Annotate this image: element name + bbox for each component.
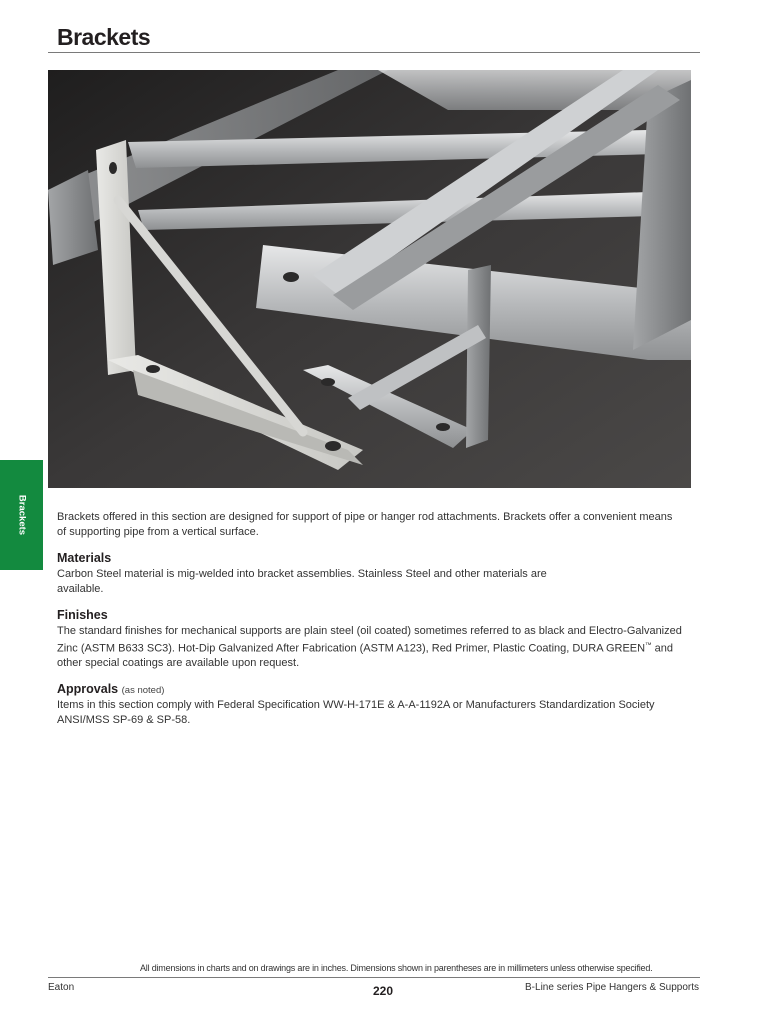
page-number: 220 [373, 984, 394, 998]
finishes-paragraph [57, 624, 687, 670]
approvals-heading-label: Approvals [57, 682, 119, 697]
footer-divider [48, 977, 700, 978]
page-title: Brackets [57, 24, 151, 50]
section-side-tab[interactable] [0, 460, 43, 570]
bracket-photo [48, 70, 691, 488]
footer-series: B-Line series Pipe Hangers & Supports [525, 982, 699, 993]
footer-company: Eaton [48, 982, 75, 993]
intro-paragraph: Brackets offered in this section are designed for support of pipe or hanger rod attachments. Brackets offer a convenient means of supporting pipe from a vertical surface. [57, 511, 673, 538]
finishes-text-end: and other special coatings are available upon request. [57, 642, 674, 669]
side-tab-label: Brackets [16, 494, 27, 536]
materials-heading: Materials [57, 551, 112, 565]
body-text [57, 510, 687, 727]
title-divider [48, 52, 700, 53]
finishes-text: The standard finishes for mechanical supports are plain steel (oil coated) sometimes referred to as black and Electro-Galvanized Zinc (ASTM B633 SC3). Hot-Dip Galvanized After Fabrication (ASTM A123), Red Primer, Plastic Coating, DURA GREEN [57, 625, 682, 655]
approvals-paragraph: Items in this section comply with Federal Specification WW-H-171E & A-A-1192A or Manufacturers Standardization Society ANSI/MSS SP-69 & SP-58. [57, 699, 655, 726]
approvals-heading [57, 682, 687, 696]
finishes-heading: Finishes [57, 608, 108, 622]
dimensions-note: All dimensions in charts and on drawings are in inches. Dimensions shown in parentheses are in millimeters unless otherwise specified. [140, 963, 653, 973]
approvals-note: (as noted) [121, 685, 165, 697]
materials-paragraph: Carbon Steel material is mig-welded into bracket assemblies. Stainless Steel and other materials are available. [57, 568, 547, 595]
trademark-symbol: ™ [645, 641, 652, 649]
